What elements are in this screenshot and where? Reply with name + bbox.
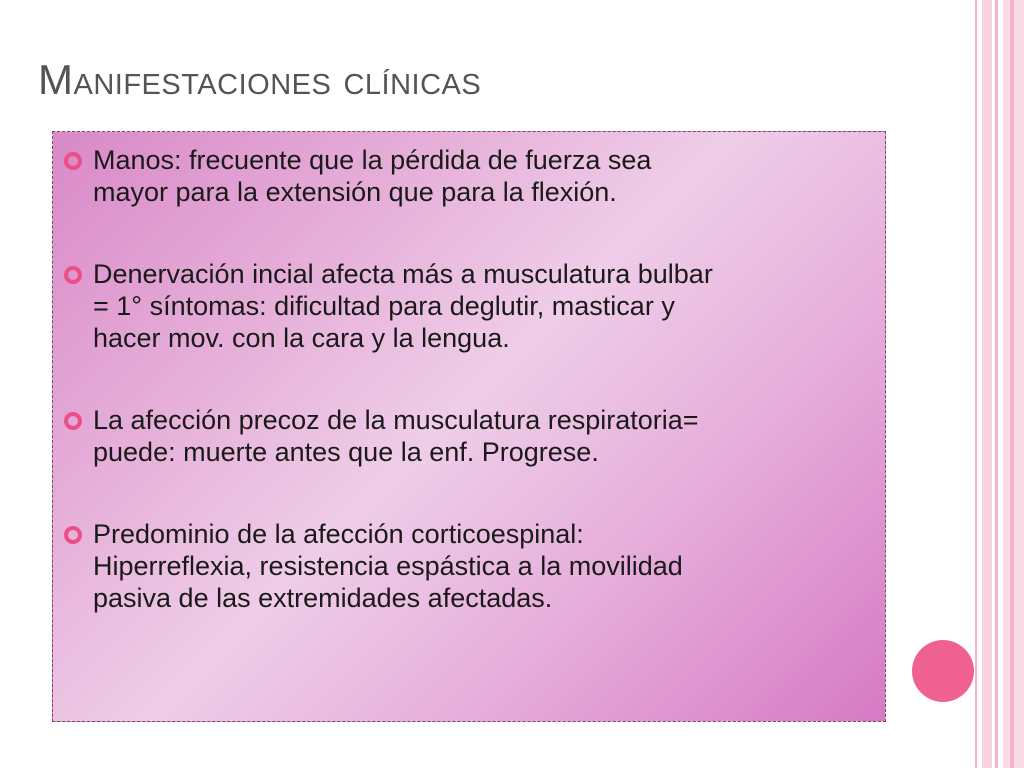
bullet-list [53,144,885,614]
bullet-text: Manos: frecuente que la pérdida de fuerza sea mayor para la extensión que para la flexión. [93,145,652,207]
decorative-stripe [1010,0,1014,768]
bullet-text: La afección precoz de la musculatura respiratoria= puede: muerte antes que la enf. Progrese. [93,405,699,467]
decorative-stripe [995,0,998,768]
bullet-item [53,518,885,614]
pink-circle-icon [912,640,974,702]
ring-bullet-icon [64,412,82,430]
bullet-item [53,144,885,208]
ring-bullet-icon [64,152,82,170]
decorative-stripe [975,0,977,768]
content-box [52,131,886,722]
slide-title: Manifestaciones clínicas [38,56,482,103]
bullet-text: Predominio de la afección corticoespinal: Hiperreflexia, resistencia espástica a la movilidad pasiva de las extremidades afectadas. [93,519,683,613]
decorative-stripe [982,0,992,768]
ring-bullet-icon [64,266,82,284]
bullet-text: Denervación incial afecta más a musculatura bulbar = 1° síntomas: dificultad para deglutir, masticar y hacer mov. con la cara y la lengua. [93,259,713,353]
bullet-item [53,404,885,468]
ring-bullet-icon [64,526,82,544]
bullet-item [53,258,885,354]
